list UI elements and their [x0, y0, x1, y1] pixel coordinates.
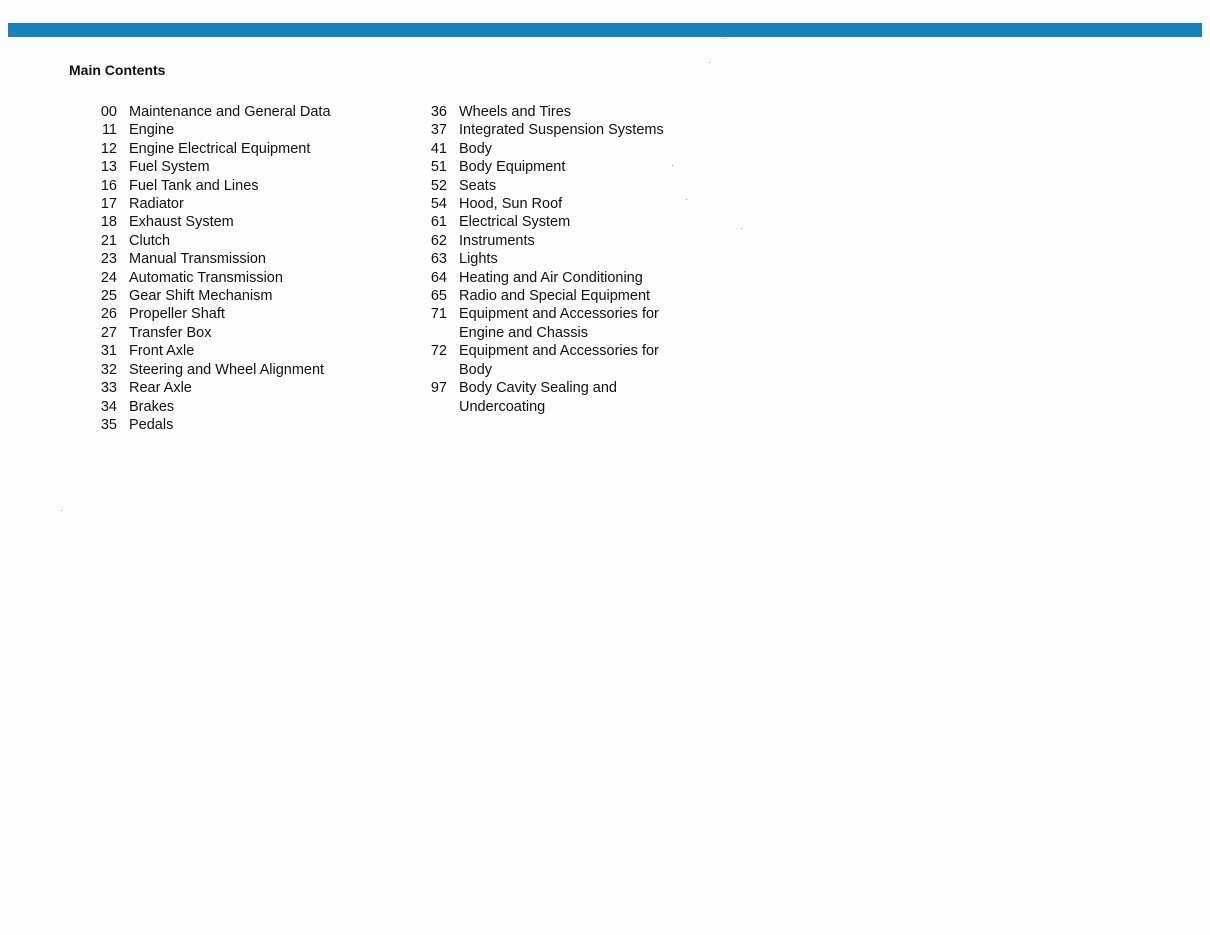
toc-item[interactable] — [92, 232, 392, 250]
toc-item-title: Propeller Shaft — [129, 306, 225, 323]
toc-item-number: 51 — [430, 159, 447, 176]
toc-item[interactable] — [422, 213, 742, 231]
toc-item-number: 97 — [430, 380, 447, 397]
toc-item-title: Lights — [459, 251, 498, 268]
header-bar — [8, 23, 1202, 37]
toc-item-number: 12 — [100, 140, 117, 157]
toc-item[interactable] — [422, 140, 742, 158]
toc-item[interactable] — [92, 398, 392, 416]
toc-item-title: Transfer Box — [129, 324, 212, 341]
toc-item-title: Exhaust System — [129, 214, 234, 231]
toc-item-title: Heating and Air Conditioning — [459, 269, 643, 286]
toc-item-title: Integrated Suspension Systems — [459, 122, 664, 139]
toc-right-column — [422, 103, 742, 416]
toc-item[interactable] — [92, 361, 392, 379]
toc-item-title: Engine Electrical Equipment — [129, 140, 311, 157]
toc-item-number: 13 — [100, 159, 117, 176]
toc-item-title: Body Cavity Sealing and Undercoating — [459, 380, 617, 415]
toc-item[interactable] — [92, 250, 392, 268]
scan-speck — [61, 510, 62, 511]
toc-item-number: 61 — [430, 214, 447, 231]
toc-item[interactable] — [422, 121, 742, 139]
scan-speck — [724, 38, 725, 39]
toc-item-number: 25 — [100, 288, 117, 305]
toc-item-number: 33 — [100, 380, 117, 397]
toc-item-number: 00 — [100, 104, 117, 120]
toc-item[interactable] — [92, 324, 392, 342]
toc-item[interactable] — [92, 158, 392, 176]
toc-item-number: 16 — [100, 177, 117, 194]
toc-item[interactable] — [92, 342, 392, 360]
toc-item[interactable] — [92, 213, 392, 231]
toc-item-number: 36 — [430, 104, 447, 120]
toc-item-title: Rear Axle — [129, 380, 192, 397]
toc-item-number: 64 — [430, 269, 447, 286]
toc-item[interactable] — [92, 416, 392, 434]
toc-item[interactable] — [92, 177, 392, 195]
toc-item[interactable] — [92, 269, 392, 287]
toc-item-title: Engine — [129, 122, 175, 139]
toc-item[interactable] — [422, 195, 742, 213]
toc-item[interactable] — [422, 269, 742, 287]
toc-item[interactable] — [422, 177, 742, 195]
scan-speck — [672, 165, 673, 166]
toc-item-number: 24 — [100, 269, 117, 286]
toc-item[interactable] — [92, 103, 392, 121]
toc-item-number: 18 — [100, 214, 117, 231]
toc-item-number: 41 — [430, 140, 447, 157]
toc-item-number: 71 — [430, 306, 447, 323]
toc-item-title: Brakes — [129, 398, 175, 415]
toc-item-title: Equipment and Accessories for Engine and Chassis — [459, 306, 659, 341]
toc-item-number: 34 — [100, 398, 117, 415]
toc-item-number: 37 — [430, 122, 447, 139]
toc-item-number: 23 — [100, 251, 117, 268]
toc-item-title: Radio and Special Equipment — [459, 288, 651, 305]
toc-item[interactable] — [92, 121, 392, 139]
toc-item-title: Seats — [459, 177, 497, 194]
toc-item[interactable] — [92, 140, 392, 158]
toc-item-title: Steering and Wheel Alignment — [129, 361, 325, 378]
toc-item-title: Pedals — [129, 416, 174, 433]
toc-item-title: Front Axle — [129, 343, 195, 360]
toc-item-title: Fuel Tank and Lines — [129, 177, 259, 194]
toc-item-title: Body — [459, 140, 493, 157]
toc-item-title: Wheels and Tires — [459, 104, 572, 120]
toc-item-title: Fuel System — [129, 159, 210, 176]
toc-item[interactable] — [422, 232, 742, 250]
toc-item[interactable] — [92, 379, 392, 397]
scan-speck — [686, 199, 687, 200]
toc-item-title: Automatic Transmission — [129, 269, 283, 286]
toc-item[interactable] — [92, 195, 392, 213]
toc-item-title: Equipment and Accessories for Body — [459, 343, 659, 378]
toc-item-number: 26 — [100, 306, 117, 323]
toc-item-title: Radiator — [129, 196, 184, 213]
toc-item-title: Body Equipment — [459, 159, 566, 176]
toc-item-number: 35 — [100, 416, 117, 433]
toc-item-title: Clutch — [129, 232, 171, 249]
toc-item-number: 11 — [101, 122, 117, 139]
toc-item-number: 63 — [430, 251, 447, 268]
toc-item-number: 52 — [430, 177, 447, 194]
toc-item-number: 54 — [430, 196, 447, 213]
toc-item[interactable] — [422, 287, 742, 305]
toc-item[interactable] — [422, 379, 742, 416]
toc-item[interactable] — [422, 158, 742, 176]
scan-speck — [709, 62, 710, 63]
toc-item[interactable] — [422, 250, 742, 268]
toc-item-number: 17 — [100, 196, 117, 213]
toc-item[interactable] — [92, 305, 392, 323]
toc-item-number: 21 — [100, 232, 117, 249]
toc-item-title: Gear Shift Mechanism — [129, 288, 273, 305]
toc-item-number: 27 — [100, 324, 117, 341]
scan-speck — [741, 228, 742, 229]
page-title: Main Contents — [69, 62, 166, 78]
toc-item-number: 62 — [430, 232, 447, 249]
toc-item[interactable] — [422, 305, 742, 342]
toc-item[interactable] — [92, 287, 392, 305]
toc-item-number: 65 — [430, 288, 447, 305]
toc-item-title: Instruments — [459, 232, 535, 249]
toc-item-title: Maintenance and General Data — [129, 104, 331, 120]
toc-item-number: 32 — [100, 361, 117, 378]
toc-item[interactable] — [422, 103, 742, 121]
toc-item-title: Electrical System — [459, 214, 571, 231]
toc-item-number: 72 — [430, 343, 447, 360]
toc-left-column — [92, 103, 392, 434]
toc-item-title: Manual Transmission — [129, 251, 266, 268]
toc-item[interactable] — [422, 342, 742, 379]
toc-item-number: 31 — [100, 343, 117, 360]
toc-item-title: Hood, Sun Roof — [459, 196, 563, 213]
